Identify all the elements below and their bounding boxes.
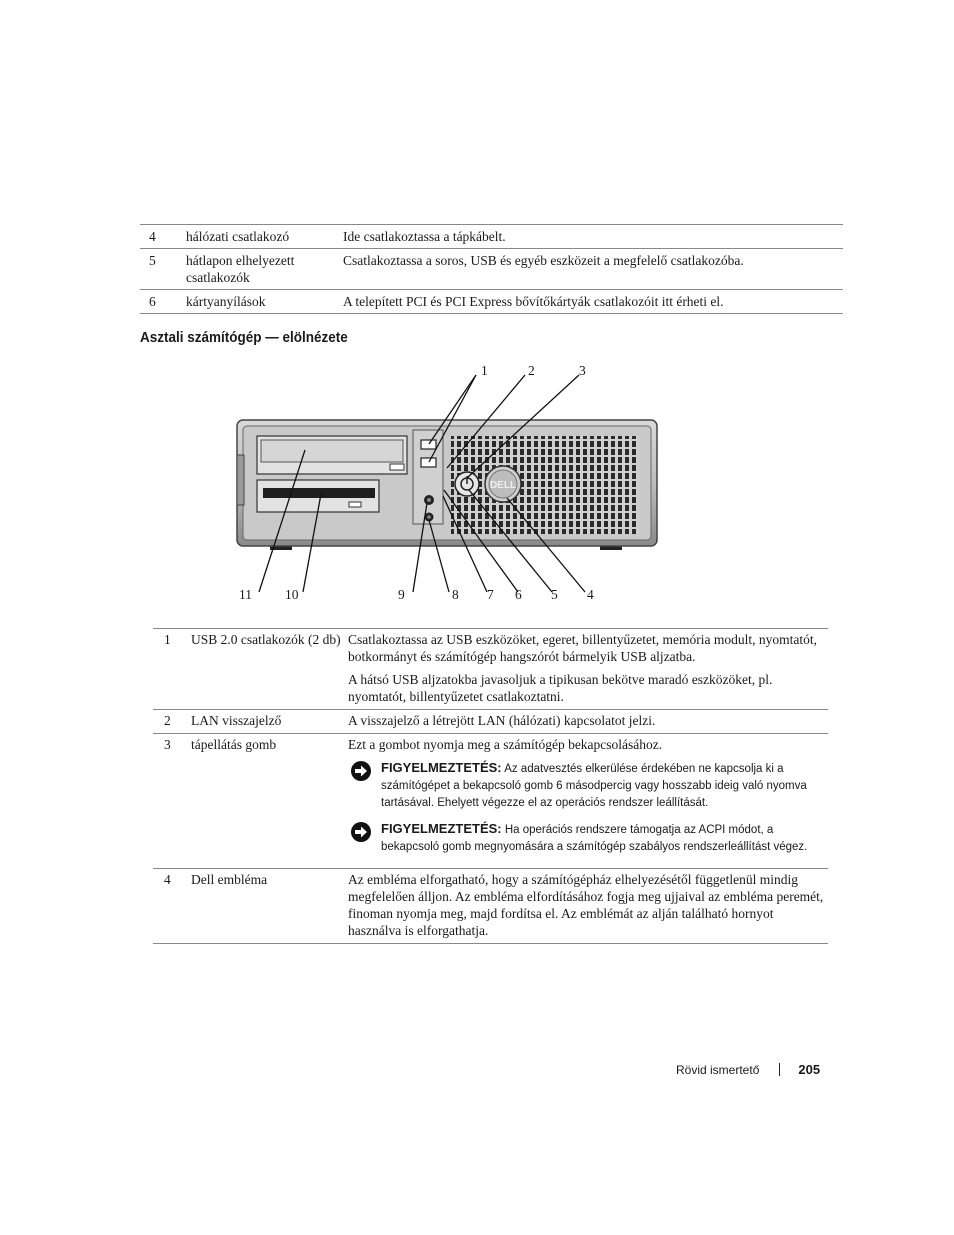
footer-section-name: Rövid ismertető [676,1063,760,1077]
footer-separator [779,1063,780,1076]
warning-text: Az adatvesztés elkerülése érdekében ne kapcsolja ki a számítógépet a bekapcsoló gomb 6 másodpercig vagy hosszabb ideig való nyomva tartásával. Ehelyett végezze el az operációs rendszer leállítását. [381,763,807,809]
page-number: 205 [798,1062,821,1077]
connector-table-top [140,224,843,314]
description-paragraph: Ezt a gombot nyomja meg a számítógép bekapcsolásához. [348,737,663,752]
table-row [153,734,828,869]
row-name: USB 2.0 csatlakozók (2 db) [191,629,348,710]
callout-label: 7 [487,587,494,602]
description-paragraph: A hátsó USB aljzatokba javasoljuk a tipikusan bekötve maradó eszközöket, pl. nyomtatót, billentyűzetet csatlakoztatni. [348,672,773,704]
description-paragraph: A visszajelző a létrejött LAN (hálózati) kapcsolatot jelzi. [348,713,656,728]
row-name: LAN visszajelző [191,710,348,734]
row-name: kártyanyílások [186,290,343,314]
row-description: A telepített PCI és PCI Express bővítőkártyák csatlakozóit itt érheti el. [343,290,843,314]
warning-note [348,759,828,812]
callout-label: 2 [528,363,535,378]
callout-label: 11 [239,587,252,602]
warning-label: FIGYELMEZTETÉS: [381,821,502,836]
warning-note [348,820,828,856]
row-name: hálózati csatlakozó [186,225,343,249]
row-number: 2 [153,710,191,734]
row-description [348,734,828,869]
row-number: 6 [140,290,186,314]
row-number: 1 [153,629,191,710]
row-description [348,629,828,710]
table-row [153,869,828,944]
row-description: Ide csatlakoztassa a tápkábelt. [343,225,843,249]
row-number: 5 [140,249,186,290]
computer-front-view-figure [225,360,665,610]
callout-label: 4 [587,587,594,602]
front-panel-table [153,628,828,944]
table-row [140,225,843,249]
callout-label: 9 [398,587,405,602]
table-row [153,629,828,710]
row-number: 3 [153,734,191,869]
row-number: 4 [140,225,186,249]
row-description: Csatlakoztassa a soros, USB és egyéb eszközeit a megfelelő csatlakozóba. [343,249,843,290]
row-number: 4 [153,869,191,944]
warning-arrow-icon [350,760,372,782]
page-footer [676,1062,820,1077]
callout-label: 6 [515,587,522,602]
callout-label: 10 [285,587,299,602]
description-paragraph: Az embléma elforgatható, hogy a számítógépház elhelyezésétől függetlenül mindig megfelelően álljon. Az embléma elfordításához fogja meg ujjaival az embléma peremét, finoman nyomja meg, majd fordítsa el. Az emblémát az alján található hornyot használva is elforgathatja. [348,872,824,938]
row-description [348,869,828,944]
section-title: Asztali számítógép — elölnézete [140,329,348,346]
warning-arrow-icon [350,821,372,843]
row-description [348,710,828,734]
row-name: tápellátás gomb [191,734,348,869]
row-name: hátlapon elhelyezett csatlakozók [186,249,343,290]
table-row [140,249,843,290]
description-paragraph: Csatlakoztassa az USB eszközöket, egeret, billentyűzetet, memória modult, nyomtatót, botkormányt és számítógép hangszórót bármelyik USB aljzatba. [348,632,817,664]
warning-text: Ha operációs rendszere támogatja az ACPI módot, a bekapcsoló gomb megnyomására a számítógép szabályos rendszerleállítást végez. [381,824,808,853]
callout-label: 8 [452,587,459,602]
table-row [153,710,828,734]
callout-label: 1 [481,363,488,378]
desktop-computer-illustration [225,360,665,610]
row-name: Dell embléma [191,869,348,944]
table-row [140,290,843,314]
dell-logo-text: DELL [489,480,517,491]
callout-label: 3 [579,363,586,378]
warning-label: FIGYELMEZTETÉS: [381,760,502,775]
callout-label: 5 [551,587,558,602]
